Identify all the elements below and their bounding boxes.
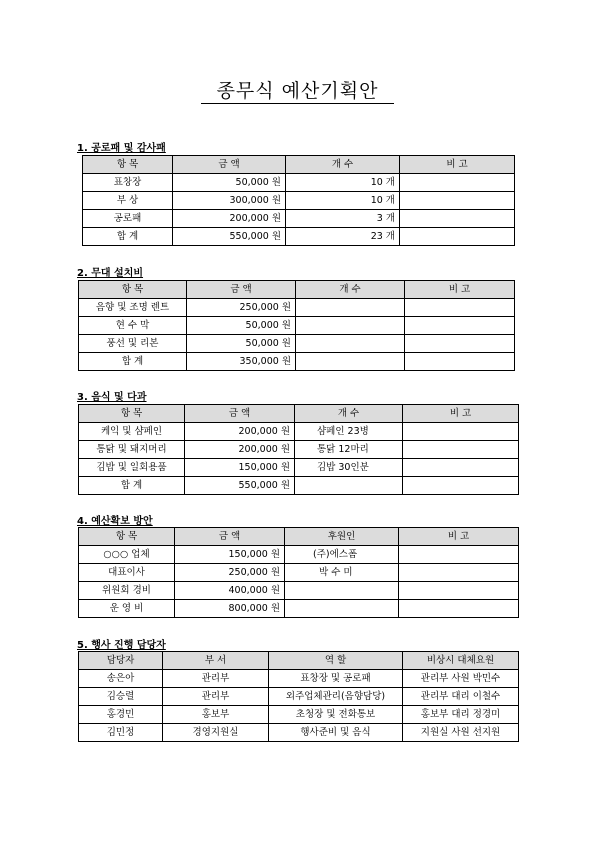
col-header-item: 항 목: [79, 405, 185, 423]
cell-count: [296, 353, 405, 371]
cell-item: 운 영 비: [79, 600, 175, 618]
section-1-heading: 1. 공로패 및 감사패: [77, 143, 166, 154]
cell-amount: 50,000 원: [187, 317, 296, 335]
table-row: [79, 299, 515, 317]
table-total-row: [83, 228, 515, 246]
cell-amount: 250,000 원: [175, 564, 285, 582]
cell-count: 23 개: [286, 228, 400, 246]
table-row: [79, 564, 519, 582]
cell-item: 음향 및 조명 렌트: [79, 299, 187, 317]
cell-note: [405, 353, 515, 371]
table-row: [79, 441, 519, 459]
cell-person: 홍경민: [79, 706, 163, 724]
cell-role: 외주업체관리(음향담당): [269, 688, 403, 706]
cell-item: 위원회 경비: [79, 582, 175, 600]
cell-amount: 50,000 원: [173, 174, 286, 192]
table-row: [79, 335, 515, 353]
cell-item: 공로패: [83, 210, 173, 228]
section-5-heading: 5. 행사 진행 담당자: [77, 640, 166, 651]
table-total-row: [79, 477, 519, 495]
cell-item: ○○○ 업체: [79, 546, 175, 564]
col-header-note: 비 고: [403, 405, 519, 423]
cell-note: [400, 210, 515, 228]
table-total-row: [79, 353, 515, 371]
col-header-note: 비 고: [405, 281, 515, 299]
document-title: 종무식 예산기획안: [216, 80, 379, 102]
cell-sponsor: [285, 582, 399, 600]
col-header-role: 역 할: [269, 652, 403, 670]
table-row: [83, 192, 515, 210]
cell-person: 송은아: [79, 670, 163, 688]
title-underline: [201, 103, 394, 104]
col-header-count: 개 수: [286, 156, 400, 174]
cell-count: [296, 335, 405, 353]
col-header-item: 항 목: [83, 156, 173, 174]
food-table: [78, 404, 519, 495]
cell-note: [405, 317, 515, 335]
cell-sponsor: [285, 600, 399, 618]
cell-count: 3 개: [286, 210, 400, 228]
cell-department: 경영지원실: [163, 724, 269, 742]
cell-note: [403, 441, 519, 459]
col-header-note: 비 고: [399, 528, 519, 546]
cell-count: 10 개: [286, 192, 400, 210]
table-row: [83, 174, 515, 192]
cell-person: 김승렬: [79, 688, 163, 706]
table-row: [79, 706, 519, 724]
cell-person: 김민정: [79, 724, 163, 742]
col-header-amount: 금 액: [187, 281, 296, 299]
col-header-note: 비 고: [400, 156, 515, 174]
cell-item: 현 수 막: [79, 317, 187, 335]
cell-note: [403, 459, 519, 477]
cell-amount: 150,000 원: [185, 459, 295, 477]
cell-amount: 150,000 원: [175, 546, 285, 564]
cell-note: [405, 335, 515, 353]
cell-count: 샴페인 23병: [295, 423, 403, 441]
cell-note: [399, 546, 519, 564]
col-header-amount: 금 액: [175, 528, 285, 546]
table-header-row: [79, 652, 519, 670]
col-header-count: 개 수: [296, 281, 405, 299]
col-header-backup: 비상시 대체요원: [403, 652, 519, 670]
table-row: [79, 317, 515, 335]
cell-department: 홍보부: [163, 706, 269, 724]
cell-amount: 50,000 원: [187, 335, 296, 353]
cell-item: 합 계: [83, 228, 173, 246]
cell-amount: 550,000 원: [185, 477, 295, 495]
cell-item: 합 계: [79, 353, 187, 371]
cell-amount: 200,000 원: [185, 441, 295, 459]
table-row: [79, 724, 519, 742]
cell-note: [400, 174, 515, 192]
table-row: [79, 670, 519, 688]
cell-amount: 550,000 원: [173, 228, 286, 246]
cell-note: [403, 423, 519, 441]
section-2-heading: 2. 무대 설치비: [77, 268, 144, 279]
cell-backup: 관리부 대리 이철수: [403, 688, 519, 706]
cell-note: [399, 582, 519, 600]
cell-note: [400, 192, 515, 210]
cell-item: 대표이사: [79, 564, 175, 582]
cell-item: 합 계: [79, 477, 185, 495]
col-header-item: 항 목: [79, 281, 187, 299]
col-header-amount: 금 액: [173, 156, 286, 174]
cell-backup: 홍보부 대리 정경미: [403, 706, 519, 724]
col-header-department: 부 서: [163, 652, 269, 670]
cell-backup: 관리부 사원 박민수: [403, 670, 519, 688]
table-row: [83, 210, 515, 228]
col-header-amount: 금 액: [185, 405, 295, 423]
cell-amount: 800,000 원: [175, 600, 285, 618]
cell-role: 표창장 및 공로패: [269, 670, 403, 688]
table-header-row: [79, 528, 519, 546]
cell-item: 케익 및 샴페인: [79, 423, 185, 441]
cell-amount: 400,000 원: [175, 582, 285, 600]
col-header-item: 항 목: [79, 528, 175, 546]
cell-amount: 200,000 원: [185, 423, 295, 441]
cell-item: 통닭 및 돼지머리: [79, 441, 185, 459]
cell-amount: 250,000 원: [187, 299, 296, 317]
table-row: [79, 546, 519, 564]
cell-note: [399, 600, 519, 618]
cell-count: [296, 299, 405, 317]
table-header-row: [79, 281, 515, 299]
funding-table: [78, 527, 519, 618]
cell-count: 10 개: [286, 174, 400, 192]
cell-amount: 350,000 원: [187, 353, 296, 371]
cell-count: 통닭 12마리: [295, 441, 403, 459]
staff-table: [78, 651, 519, 742]
award-table: [82, 155, 515, 246]
cell-sponsor: 박 수 미: [285, 564, 399, 582]
col-header-person: 담당자: [79, 652, 163, 670]
cell-role: 초청장 및 전화통보: [269, 706, 403, 724]
table-header-row: [79, 405, 519, 423]
cell-item: 부 상: [83, 192, 173, 210]
stage-table: [78, 280, 515, 371]
cell-count: [296, 317, 405, 335]
cell-backup: 지원실 사원 선지원: [403, 724, 519, 742]
cell-item: 풍선 및 리본: [79, 335, 187, 353]
cell-amount: 200,000 원: [173, 210, 286, 228]
col-header-sponsor: 후원인: [285, 528, 399, 546]
cell-note: [405, 299, 515, 317]
cell-note: [403, 477, 519, 495]
table-row: [79, 600, 519, 618]
section-3-heading: 3. 음식 및 다과: [77, 392, 147, 403]
cell-count: [295, 477, 403, 495]
cell-item: 김밥 및 일회용품: [79, 459, 185, 477]
table-row: [79, 688, 519, 706]
cell-note: [400, 228, 515, 246]
cell-department: 관리부: [163, 670, 269, 688]
cell-sponsor: (주)에스폼: [285, 546, 399, 564]
table-row: [79, 423, 519, 441]
col-header-count: 개 수: [295, 405, 403, 423]
cell-count: 김밥 30인분: [295, 459, 403, 477]
cell-item: 표창장: [83, 174, 173, 192]
cell-amount: 300,000 원: [173, 192, 286, 210]
table-row: [79, 459, 519, 477]
table-row: [79, 582, 519, 600]
section-4-heading: 4. 예산확보 방안: [77, 516, 153, 527]
cell-note: [399, 564, 519, 582]
table-header-row: [83, 156, 515, 174]
cell-role: 행사준비 및 음식: [269, 724, 403, 742]
cell-department: 관리부: [163, 688, 269, 706]
